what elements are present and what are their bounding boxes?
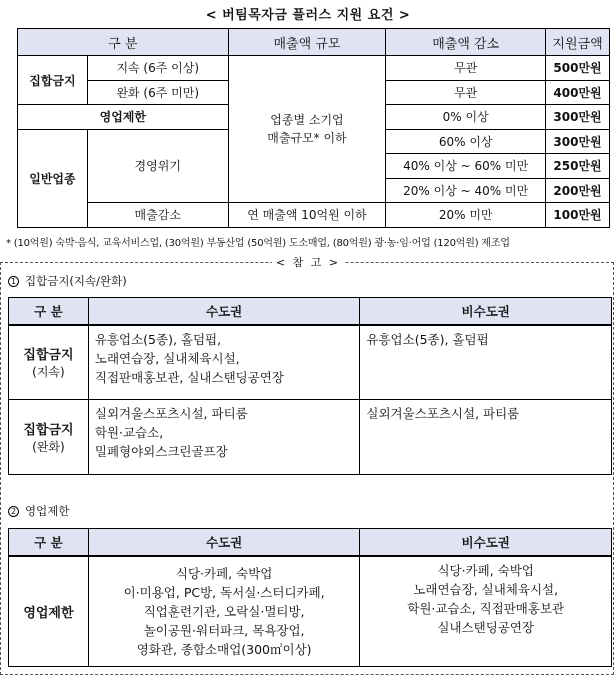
capital-line: 직업훈련기관, 오락실·멀티방,	[143, 603, 305, 619]
footnote: * (10억원) 숙박·음식, 교육서비스업, (30억원) 부동산업 (50억원) 도소매업, (80억원) 광·농·임·어업 (120억원) 제조업	[6, 238, 510, 249]
decrease-cell: 0% 이상	[386, 105, 546, 130]
decrease-cell: 무관	[386, 56, 546, 81]
section2-number-icon: 2	[8, 506, 19, 517]
amount-cell: 400만원	[546, 80, 610, 105]
reference-label-text: < 참 고 >	[272, 256, 344, 269]
amount-cell: 100만원	[546, 203, 610, 228]
amount-cell: 300만원	[546, 105, 610, 130]
row-label	[9, 400, 89, 475]
noncapital-line: 노래연습장, 실내체육시설,	[413, 581, 559, 597]
capital-line: 유흥업소(5종), 홀덤펍,	[94, 331, 222, 347]
header-sales-scale: 매출액 규모	[228, 29, 386, 56]
header-support-amount: 지원금액	[546, 29, 610, 56]
row-label-text: 집합금지	[23, 348, 74, 364]
header-category: 구 분	[18, 29, 229, 56]
table-row	[18, 56, 610, 81]
header-capital: 수도권	[88, 298, 360, 325]
section1-number-icon: 1	[8, 276, 19, 287]
table-header-row	[9, 529, 612, 556]
reference-label	[0, 254, 616, 270]
sales-scale-line1: 업종별 소기업	[270, 113, 344, 127]
support-requirements-table	[17, 28, 610, 228]
capital-line: 식당·카페, 숙박업	[175, 565, 273, 581]
capital-line: 노래연습장, 실내체육시설,	[94, 350, 240, 366]
noncapital-line: 식당·카페, 숙박업	[437, 562, 534, 578]
noncapital-line: 실외겨울스포츠시설, 파티룸	[366, 406, 520, 421]
capital-cell	[88, 556, 360, 667]
capital-line: 이·미용업, PC방, 독서실·스터디카페,	[123, 584, 325, 600]
category-jiphap: 집합금지	[18, 56, 88, 105]
row-sublabel: (지속)	[32, 365, 65, 380]
header-noncapital: 비수도권	[360, 529, 612, 556]
noncapital-cell	[360, 556, 612, 667]
category-ilban: 일반업종	[18, 129, 88, 227]
header-noncapital: 비수도권	[360, 298, 612, 325]
row-label-text: 집합금지	[23, 423, 74, 438]
capital-line: 놀이공원·워터파크, 목욕장업,	[143, 622, 305, 638]
header-category: 구 분	[9, 529, 89, 556]
table-header-row	[9, 298, 612, 325]
header-capital: 수도권	[88, 529, 360, 556]
sales-scale-cell: 연 매출액 10억원 이하	[228, 203, 386, 228]
jiphap-reference-table	[8, 297, 612, 475]
noncapital-cell	[360, 325, 612, 400]
page-title: < 버팀목자금 플러스 지원 요건 >	[205, 8, 411, 23]
amount-cell: 300만원	[546, 129, 610, 154]
youngup-reference-table	[8, 528, 612, 667]
row-label: 영업제한	[9, 556, 89, 667]
capital-line: 영화관, 종합소매업(300㎡이상)	[136, 641, 312, 657]
sub-category-sales-drop: 매출감소	[87, 203, 228, 228]
capital-cell	[88, 325, 360, 400]
sales-scale-cell	[228, 56, 386, 203]
table-row	[9, 400, 612, 475]
section2-title	[8, 503, 69, 519]
section1-title-text: 집합금지(지속/완화)	[25, 274, 127, 288]
header-category: 구 분	[9, 298, 89, 325]
section2-title-text: 영업제한	[25, 504, 70, 518]
table-header-row	[18, 29, 610, 56]
table-row	[9, 556, 612, 667]
sub-category: 완화 (6주 미만)	[87, 80, 228, 105]
row-label	[9, 325, 89, 400]
category-youngup: 영업제한	[18, 105, 229, 130]
decrease-cell: 20% 미만	[386, 203, 546, 228]
amount-cell: 200만원	[546, 178, 610, 203]
decrease-cell: 20% 이상 ~ 40% 미만	[386, 178, 546, 203]
row-sublabel: (완화)	[32, 440, 65, 454]
capital-cell	[88, 400, 360, 475]
sub-category: 지속 (6주 이상)	[87, 56, 228, 81]
decrease-cell: 60% 이상	[386, 129, 546, 154]
decrease-cell: 무관	[386, 80, 546, 105]
noncapital-line: 유흥업소(5종), 홀덤펍	[366, 331, 489, 347]
sales-scale-line2: 매출규모* 이하	[267, 131, 347, 145]
header-sales-decrease: 매출액 감소	[386, 29, 546, 56]
sub-category-crisis: 경영위기	[87, 129, 228, 203]
table-row	[9, 325, 612, 400]
capital-line: 실외겨울스포츠시설, 파티룸	[94, 406, 248, 421]
capital-line: 밀폐형야외스크린골프장	[94, 444, 228, 459]
amount-cell: 250만원	[546, 154, 610, 179]
capital-line: 학원·교습소,	[94, 425, 164, 440]
table-row	[18, 203, 610, 228]
noncapital-line: 실내스탠딩공연장	[437, 619, 534, 635]
noncapital-cell	[360, 400, 612, 475]
noncapital-line: 학원·교습소, 직접판매홍보관	[407, 600, 565, 616]
section1-title	[8, 273, 127, 289]
capital-line: 직접판매홍보관, 실내스탠딩공연장	[94, 369, 284, 385]
amount-cell: 500만원	[546, 56, 610, 81]
decrease-cell: 40% 이상 ~ 60% 미만	[386, 154, 546, 179]
